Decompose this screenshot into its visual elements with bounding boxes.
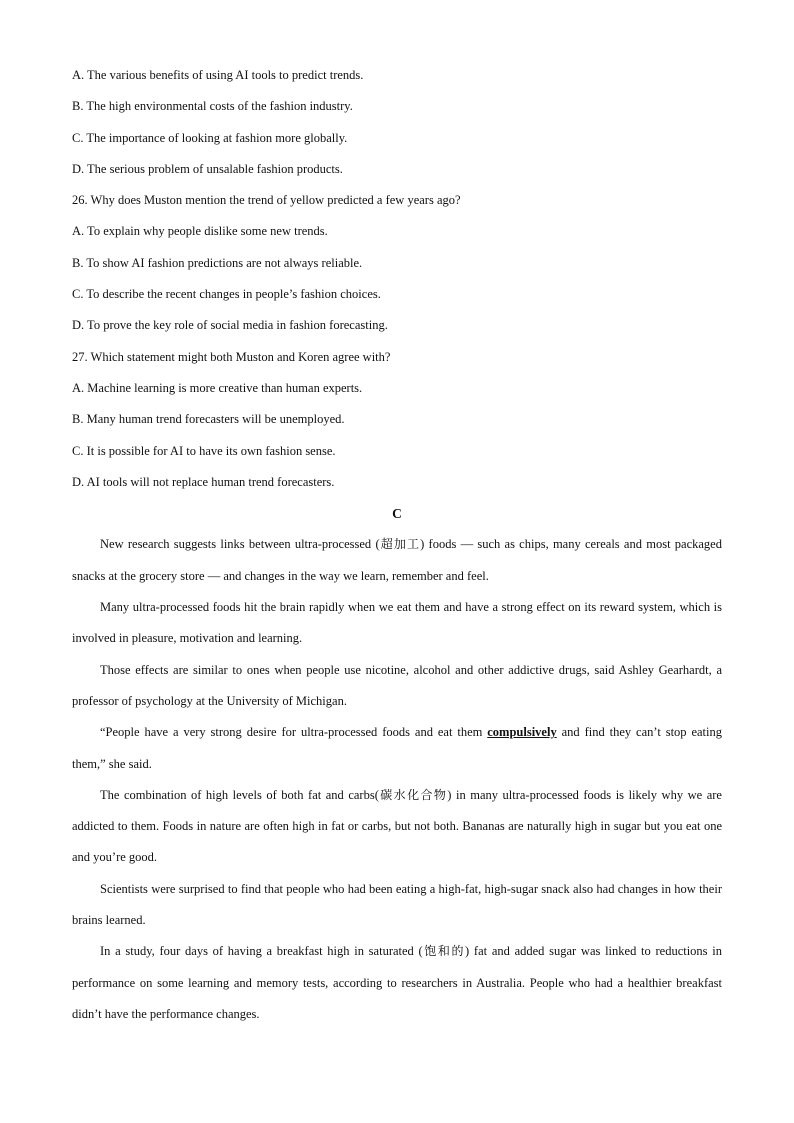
passage-paragraph-1 bbox=[72, 529, 722, 592]
q25-option-b: B. The high environmental costs of the fashion industry. bbox=[72, 99, 353, 114]
p7-chinese-gloss: 饱和的 bbox=[422, 944, 466, 959]
q27-option-c: C. It is possible for AI to have its own fashion sense. bbox=[72, 443, 336, 458]
q26-option-b: B. To show AI fashion predictions are not always reliable. bbox=[72, 255, 363, 270]
q26-option-d: D. To prove the key role of social media in fashion forecasting. bbox=[72, 318, 388, 333]
q25-option-c: C. The importance of looking at fashion more globally. bbox=[72, 130, 348, 145]
p4-keyword: compulsively bbox=[487, 725, 557, 740]
passage-paragraph-6: Scientists were surprised to find that people who had been eating a high-fat, high-sugar snack also had changes in how their brains learned. bbox=[72, 881, 722, 928]
p7-text-b: ) fat and added sugar was linked to reductions in performance on some learning and memory tests, according to researchers in Australia. People who had a healthier breakfast didn’t have the performance changes. bbox=[72, 944, 722, 1021]
q25-option-a: A. The various benefits of using AI tools to predict trends. bbox=[72, 68, 364, 82]
q26-option-c: C. To describe the recent changes in people’s fashion choices. bbox=[72, 287, 381, 302]
q25-option-d: D. The serious problem of unsalable fashion products. bbox=[72, 161, 343, 176]
p4-text-b: and find they can’t stop eating them,” she said. bbox=[72, 725, 722, 771]
p1-text-a: New research suggests links between ultra-processed ( bbox=[100, 537, 380, 552]
q27-question: 27. Which statement might both Muston and Koren agree with? bbox=[72, 349, 391, 364]
passage-paragraph-4 bbox=[72, 717, 722, 780]
p5-text-b: ) in many ultra-processed foods is likely why we are addicted to them. Foods in nature are often high in fat or carbs, but not both. Bananas are naturally high in sugar but you eat one and you’re good. bbox=[72, 787, 722, 865]
q26-option-a: A. To explain why people dislike some new trends. bbox=[72, 224, 328, 239]
q27-option-b: B. Many human trend forecasters will be unemployed. bbox=[72, 412, 345, 427]
q26-question: 26. Why does Muston mention the trend of yellow predicted a few years ago? bbox=[72, 193, 461, 208]
q27-option-a: A. Machine learning is more creative than human experts. bbox=[72, 380, 363, 395]
p5-chinese-gloss: 碳水化合物 bbox=[378, 787, 448, 802]
passage-paragraph-5 bbox=[72, 780, 722, 874]
q27-option-d: D. AI tools will not replace human trend forecasters. bbox=[72, 474, 335, 489]
p7-text-a: In a study, four days of having a breakfast high in saturated ( bbox=[100, 944, 423, 959]
passage-paragraph-2: Many ultra-processed foods hit the brain rapidly when we eat them and have a strong effect on its reward system, which is involved in pleasure, motivation and learning. bbox=[72, 600, 722, 646]
passage-paragraph-7 bbox=[72, 936, 722, 1030]
section-heading: C bbox=[392, 506, 402, 522]
p5-text-a: The combination of high levels of both fat and carbs( bbox=[100, 787, 379, 802]
passage-paragraph-3: Those effects are similar to ones when people use nicotine, alcohol and other addictive drugs, said Ashley Gearhardt, a professor of psychology at the University of Michigan. bbox=[72, 662, 722, 708]
p1-chinese-gloss: 超加工 bbox=[379, 537, 421, 552]
document-page bbox=[72, 60, 722, 1030]
p4-text-a: “People have a very strong desire for ultra-processed foods and eat them bbox=[100, 725, 488, 740]
p1-text-b: ) foods — such as chips, many cereals and most packaged snacks at the grocery store — and changes in the way we learn, remember and feel. bbox=[72, 537, 722, 583]
